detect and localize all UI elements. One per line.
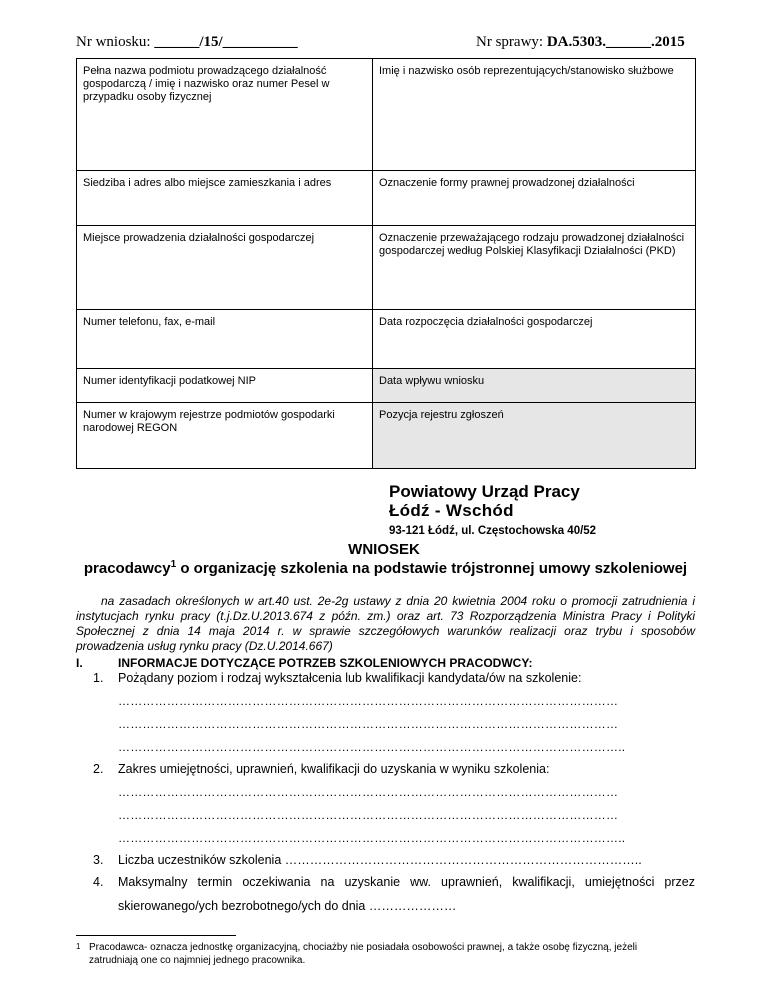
question-4-text [93, 870, 695, 894]
footnote-divider [76, 935, 236, 936]
question-text: Liczba uczestników szkolenia ………………………………………………………………………….. [118, 853, 642, 867]
question-1 [93, 671, 581, 685]
field-label: Pełna nazwa podmiotu prowadzącego działalność gospodarczą / imię i nazwisko oraz numer Pesel w przypadku osoby fizycznej [83, 65, 330, 103]
field-start-date[interactable] [373, 310, 696, 369]
question-number: 1. [93, 671, 104, 685]
answer-line[interactable]: …………………………………………………………………………………………………………….. [118, 831, 626, 845]
answer-line[interactable]: …………………………………………………………………………………………………………… [118, 808, 619, 822]
field-receipt-date [373, 369, 696, 403]
applicant-info-table [76, 58, 696, 469]
field-label: Data rozpoczęcia działalności gospodarczej [379, 316, 593, 328]
office-street: 93-121 Łódź, ul. Częstochowska 40/52 [389, 525, 597, 537]
field-label: Oznaczenie formy prawnej prowadzonej działalności [379, 177, 635, 189]
field-representatives[interactable] [373, 59, 696, 171]
question-number: 2. [93, 762, 104, 776]
field-legal-form[interactable] [373, 171, 696, 226]
answer-line[interactable]: …………………………………………………………………………………………………………… [118, 694, 619, 708]
q4 [93, 870, 695, 918]
answer-line[interactable]: …………………………………………………………………………………………………………… [118, 785, 619, 799]
footnote-ref: 1 [170, 559, 177, 570]
footnote-mark: 1 [76, 942, 81, 951]
application-number-label: Nr wniosku: [76, 34, 151, 50]
application-number [76, 34, 298, 51]
case-number-value[interactable]: DA.5303.______.2015 [546, 34, 685, 50]
field-company-name[interactable] [77, 59, 373, 171]
question-text: Zakres umiejętności, uprawnień, kwalifikacji do uzyskania w wyniku szkolenia: [118, 762, 550, 776]
question-number: 3. [93, 853, 104, 867]
section-heading: INFORMACJE DOTYCZĄCE POTRZEB SZKOLENIOWYCH PRACODWCY: [118, 656, 533, 670]
case-number [476, 34, 685, 51]
question-2 [93, 762, 549, 776]
field-contact[interactable] [77, 310, 373, 369]
field-business-location[interactable] [77, 226, 373, 310]
subtitle-part-a: pracodawcy [83, 560, 171, 577]
field-label: Miejsce prowadzenia działalności gospodarczej [83, 232, 315, 244]
case-number-label: Nr sprawy: [476, 34, 544, 50]
office-address-block [389, 482, 596, 537]
footnote-text: Pracodawca- oznacza jednostkę organizacyjną, chociażby nie posiadała osobowości prawnej, a także osobę fizyczną, jeżeli zatrudniają one co najmniej jednego pracownika. [89, 942, 638, 966]
office-city: Łódź - Wschód [389, 501, 514, 520]
office-name: Powiatowy Urząd Pracy [389, 482, 580, 501]
field-label: Pozycja rejestru zgłoszeń [379, 409, 504, 421]
question-3[interactable] [93, 853, 642, 867]
field-label: Oznaczenie przeważającego rodzaju prowadzonej działalności gospodarczej według Polskiej Klasyfikacji Działalności (PKD) [379, 232, 685, 257]
field-pkd[interactable] [373, 226, 696, 310]
question-text: Maksymalny termin oczekiwania na uzyskanie ww. uprawnień, kwalifikacji, umiejętności przez [118, 875, 695, 889]
field-label: Numer w krajowym rejestrze podmiotów gospodarki narodowej REGON [83, 409, 335, 434]
field-label: Data wpływu wniosku [379, 375, 485, 387]
footnote [76, 941, 686, 967]
field-regon[interactable] [77, 403, 373, 469]
question-text: Pożądany poziom i rodzaj wykształcenia lub kwalifikacji kandydata/ów na szkolenie: [118, 671, 582, 685]
answer-line[interactable]: …………………………………………………………………………………………………………… [118, 717, 619, 731]
legal-basis: na zasadach określonych w art.40 ust. 2e-2g ustawy z dnia 20 kwietnia 2004 roku o promocji zatrudnienia i instytucjach rynku pracy (t.j.Dz.U.2013.674 z późn. zm.) oraz art. 73 Rozporządzenia Ministra Pracy i Polityki Społecznej z dnia 14 maja 2014 r. w sprawie szczegółowych warunków realizacji oraz trybu i sposobów prowadzenia usług rynku pracy (Dz.U.2014.667) [76, 594, 695, 653]
document-title: WNIOSEK [348, 541, 420, 558]
application-number-value[interactable]: ______/15/__________ [154, 34, 298, 50]
field-label: Siedziba i adres albo miejsce zamieszkania i adres [83, 177, 332, 189]
subtitle-part-b: o organizację szkolenia na podstawie trójstronnej umowy szkoleniowej [176, 560, 688, 577]
field-label: Numer identyfikacji podatkowej NIP [83, 375, 257, 387]
field-register-position [373, 403, 696, 469]
document-subtitle [76, 559, 695, 577]
question-4-answer[interactable]: skierowanego/ych bezrobotnego/ych do dnia ………………… [118, 899, 457, 913]
field-label: Numer telefonu, fax, e-mail [83, 316, 216, 328]
field-nip[interactable] [77, 369, 373, 403]
section-number: I. [76, 656, 83, 670]
field-address[interactable] [77, 171, 373, 226]
field-label: Imię i nazwisko osób reprezentujących/stanowisko służbowe [379, 65, 674, 77]
answer-line[interactable]: …………………………………………………………………………………………………………….. [118, 740, 626, 754]
question-number: 4. [93, 875, 104, 889]
